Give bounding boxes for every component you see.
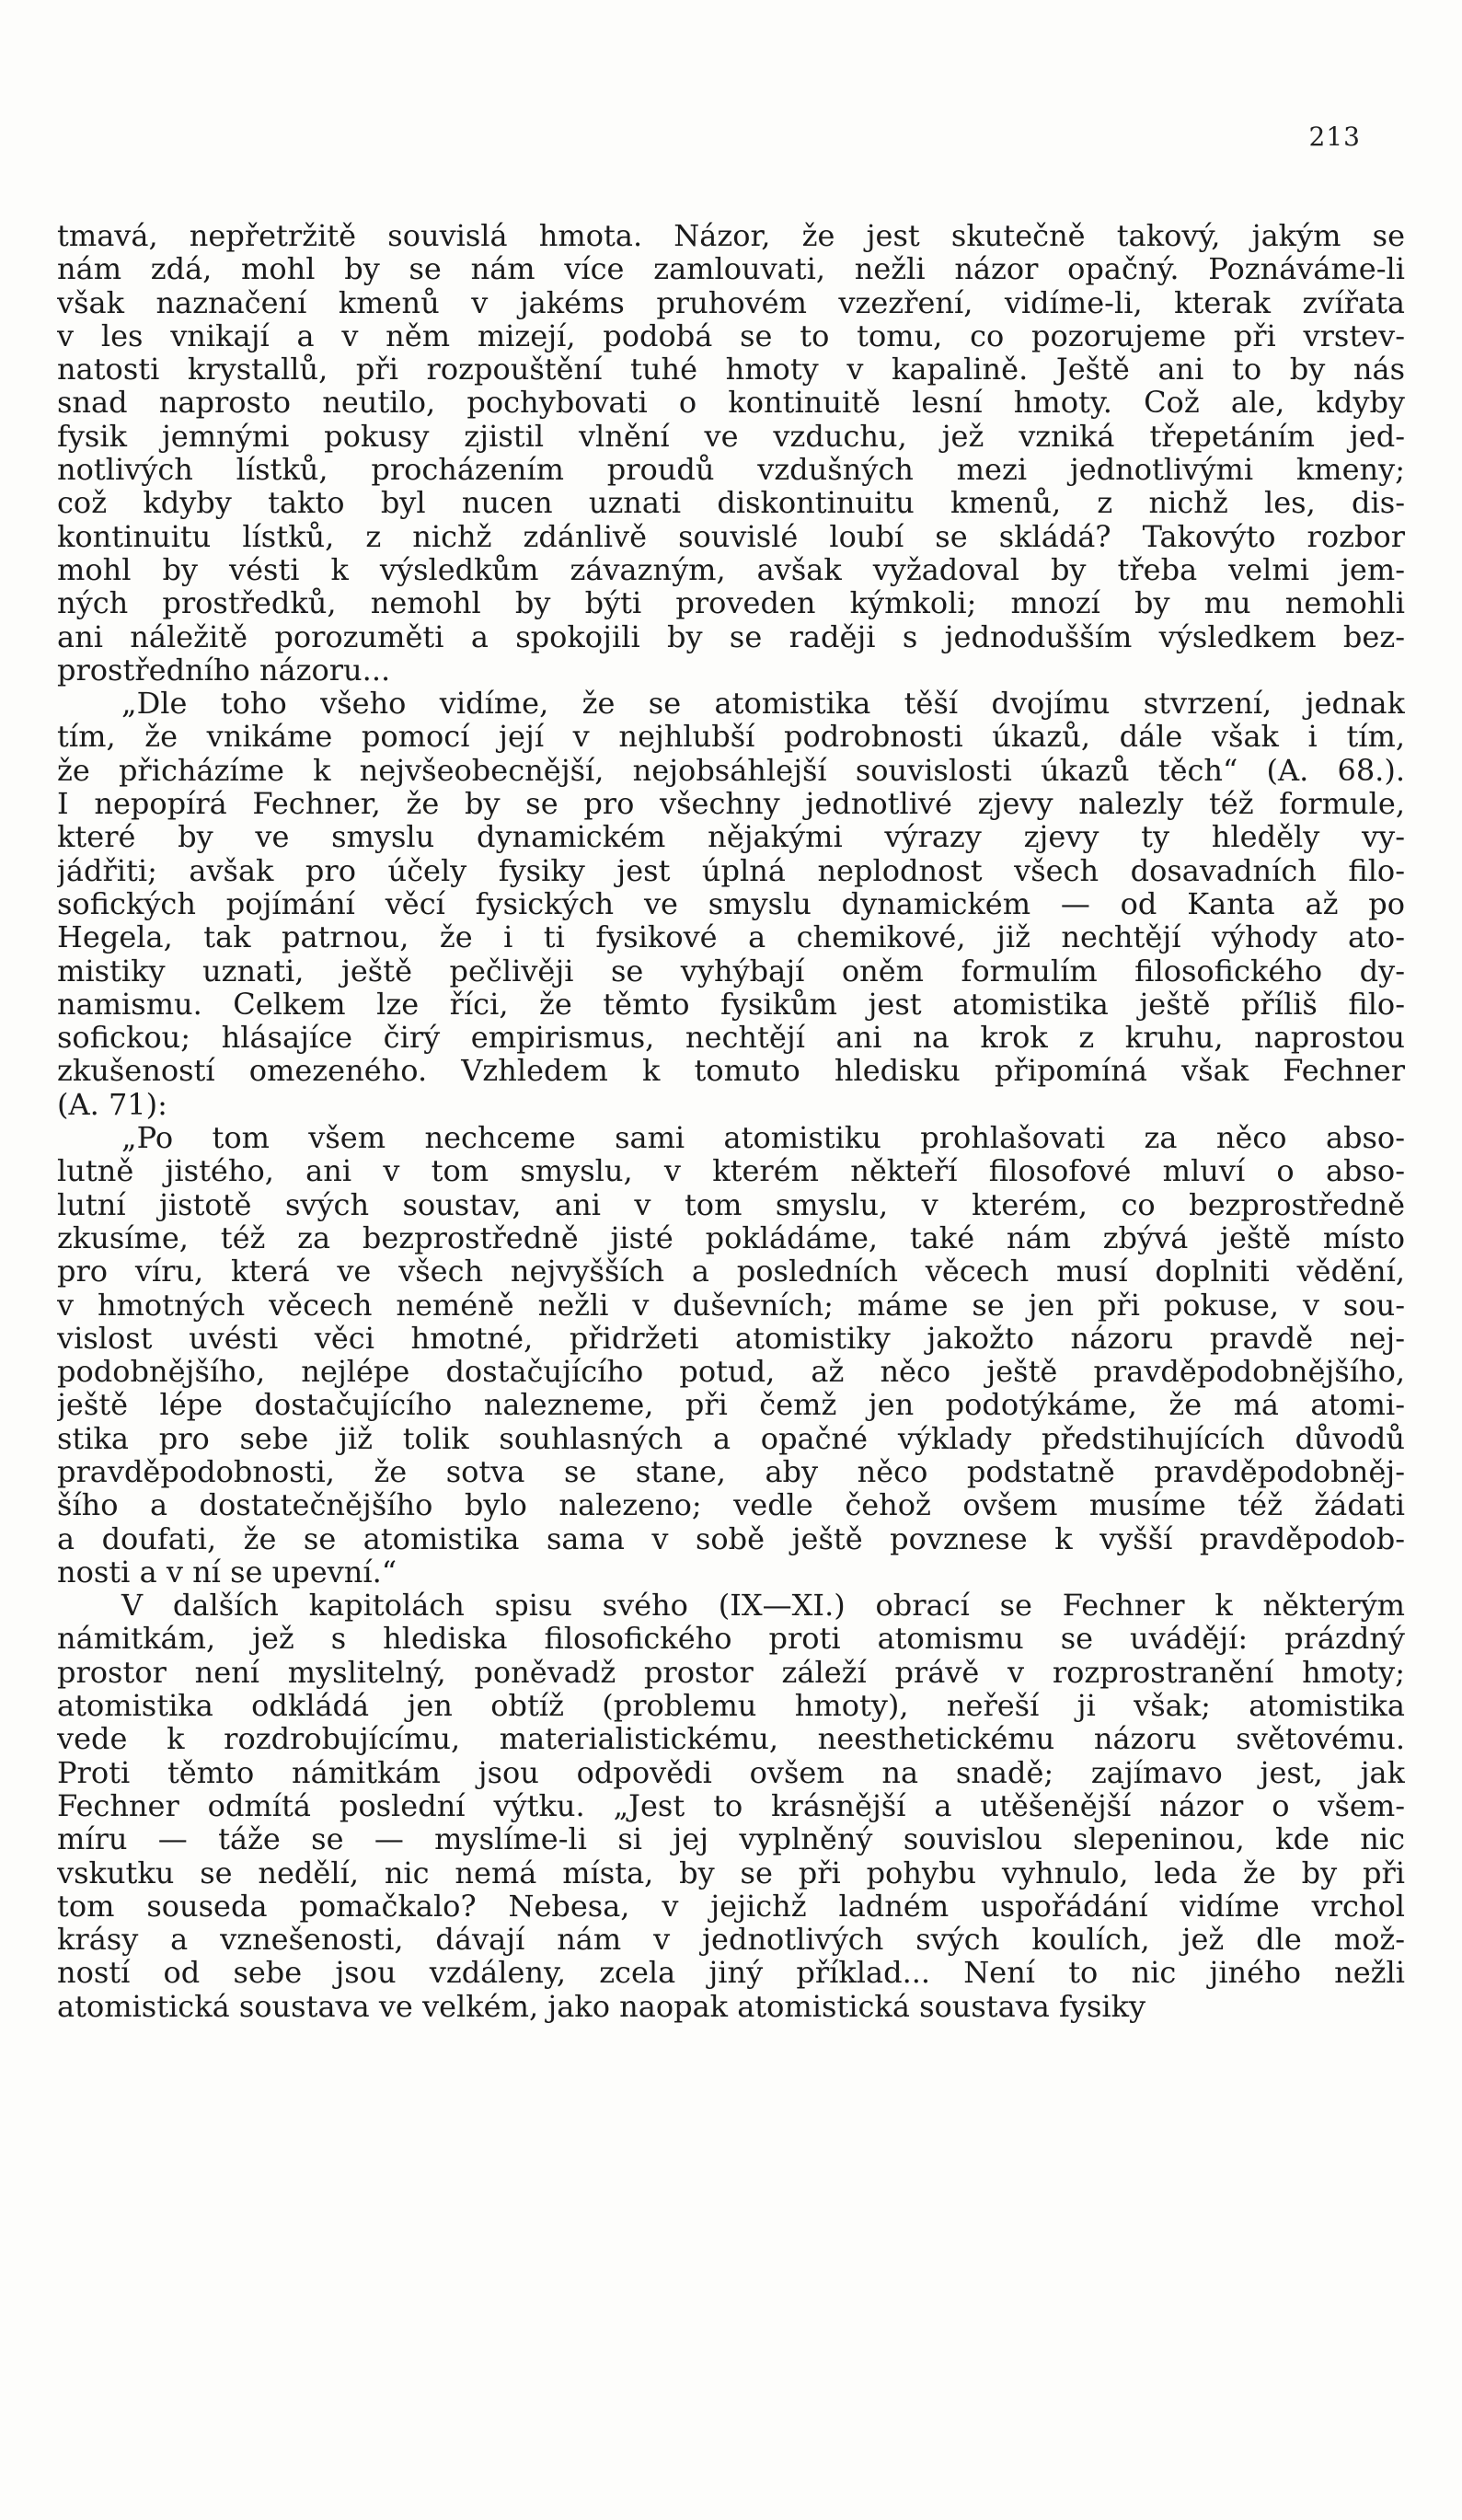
- text-line: vislost uvésti věci hmotné, přidržeti atomistiky jakožto názoru pravdě nej-: [57, 1321, 1405, 1356]
- text-line: atomistika odkládá jen obtíž (problemu hmoty), neřeší ji však; atomistika: [57, 1689, 1405, 1723]
- text-line: však naznačení kmenů v jakéms pruhovém vzezření, vidíme-li, kterak zvířata: [57, 285, 1405, 319]
- text-line: které by ve smyslu dynamickém nějakými výrazy zjevy ty hleděly vy-: [57, 820, 1405, 854]
- text-line: zkusíme, též za bezprostředně jisté pokládáme, také nám zbývá ještě místo: [57, 1220, 1405, 1255]
- text-line: námitkám, jež s hlediska filosofického proti atomismu se uvádějí: prázdný: [57, 1622, 1405, 1656]
- text-line: lutní jistotě svých soustav, ani v tom smyslu, v kterém, co bezprostředně: [57, 1187, 1405, 1221]
- text-line: vskutku se nedělí, nic nemá místa, by se při pohybu vyhnulo, leda že by při: [57, 1855, 1405, 1890]
- text-line: ještě lépe dostačujícího nalezneme, při čemž jen podotýkáme, že má atomi-: [57, 1388, 1405, 1422]
- text-line: mistiky uznati, ještě pečlivěji se vyhýbají oněm formulím filosofického dy-: [57, 954, 1405, 988]
- text-line: lutně jistého, ani v tom smyslu, v kterém někteří filosofové mluví o abso-: [57, 1154, 1405, 1188]
- text-line: ností od sebe jsou vzdáleny, zcela jiný příklad... Není to nic jiného nežli: [57, 1956, 1405, 1990]
- text-line: Fechner odmítá poslední výtku. „Jest to krásnější a utěšenější názor o všem-: [57, 1788, 1405, 1823]
- text-line: že přicházíme k nejvšeobecnější, nejobsáhlejší souvislosti úkazů těch“ (A. 68.).: [57, 753, 1405, 788]
- text-line: ných prostředků, nemohl by býti proveden kýmkoli; mnozí by mu nemohli: [57, 586, 1405, 620]
- text-line: „Dle toho všeho vidíme, že se atomistika těší dvojímu stvrzení, jednak: [121, 687, 1405, 721]
- text-line: pro víru, která ve všech nejvyšších a posledních věcech musí doplniti vědění,: [57, 1254, 1405, 1289]
- text-line: tmavá, nepřetržitě souvislá hmota. Názor, že jest skutečně takový, jakým se: [57, 219, 1405, 253]
- text-line: v les vnikají a v něm mizejí, podobá se to tomu, co pozorujeme při vrstev-: [57, 318, 1405, 353]
- text-line: snad naprosto neutilo, pochybovati o kontinuitě lesní hmoty. Což ale, kdyby: [57, 386, 1405, 420]
- text-line: podobnějšího, nejlépe dostačujícího potud, až něco ještě pravděpodobnějšího,: [57, 1355, 1405, 1389]
- text-line: a doufati, že se atomistika sama v sobě ještě povznese k vyšší pravděpodob-: [57, 1521, 1405, 1555]
- text-line: šího a dostatečnějšího bylo nalezeno; vedle čehož ovšem musíme též žádati: [57, 1488, 1405, 1522]
- text-line: ani náležitě porozuměti a spokojili by se raději s jednodušším výsledkem bez-: [57, 619, 1405, 653]
- text-line: V dalších kapitolách spisu svého (IX—XI.) obrací se Fechner k některým: [121, 1589, 1405, 1623]
- body-text: [57, 219, 1405, 2023]
- text-line: pravděpodobnosti, že sotva se stane, aby něco podstatně pravděpodobněj-: [57, 1454, 1405, 1489]
- text-line: kontinuitu lístků, z nichž zdánlivě souvislé loubí se skládá? Takovýto rozbor: [57, 519, 1405, 553]
- text-line: fysik jemnými pokusy zjistil vlnění ve vzduchu, jež vzniká třepetáním jed-: [57, 419, 1405, 454]
- text-line: sofických pojímání věcí fysických ve smyslu dynamickém — od Kanta až po: [57, 886, 1405, 921]
- text-line: což kdyby takto byl nucen uznati diskontinuitu kmenů, z nichž les, dis-: [57, 486, 1405, 520]
- text-line: v hmotných věcech neméně nežli v duševních; máme se jen při pokuse, v sou-: [57, 1288, 1405, 1322]
- text-line: nosti a v ní se upevní.“: [57, 1555, 397, 1589]
- text-line: tom souseda pomačkalo? Nebesa, v jejichž ladném uspořádání vidíme vrchol: [57, 1889, 1405, 1924]
- text-line: prostor není myslitelný, poněvadž prostor záleží právě v rozprostranění hmoty;: [57, 1655, 1405, 1690]
- text-line: Hegela, tak patrnou, že i ti fysikové a chemikové, již nechtějí výhody ato-: [57, 920, 1405, 954]
- text-line: jádřiti; avšak pro účely fysiky jest úplná neplodnost všech dosavadních filo-: [57, 853, 1405, 887]
- text-line: vede k rozdrobujícímu, materialistickému, neesthetickému názoru světovému.: [57, 1722, 1405, 1756]
- text-line: prostředního názoru...: [57, 653, 391, 688]
- text-line: stika pro sebe již tolik souhlasných a opačné výklady předstihujících důvodů: [57, 1421, 1405, 1455]
- text-line: „Po tom všem nechceme sami atomistiku prohlašovati za něco abso-: [121, 1121, 1405, 1155]
- text-line: (A. 71):: [57, 1087, 167, 1122]
- text-line: atomistická soustava ve velkém, jako naopak atomistická soustava fysiky: [57, 1989, 1146, 2024]
- text-line: I nepopírá Fechner, že by se pro všechny jednotlivé zjevy nalezly též formule,: [57, 787, 1405, 821]
- text-line: nám zdá, mohl by se nám více zamlouvati, nežli názor opačný. Poznáváme-li: [57, 252, 1405, 286]
- text-line: krásy a vznešenosti, dávají nám v jednotlivých svých koulích, jež dle mož-: [57, 1923, 1405, 1957]
- page-number: 213: [1308, 121, 1361, 152]
- text-line: natosti krystallů, při rozpouštění tuhé hmoty v kapalině. Ještě ani to by nás: [57, 353, 1405, 387]
- text-line: namismu. Celkem lze říci, že těmto fysikům jest atomistika ještě příliš filo-: [57, 987, 1405, 1022]
- text-line: zkušeností omezeného. Vzhledem k tomuto hledisku připomíná však Fechner: [57, 1054, 1405, 1088]
- text-line: Proti těmto námitkám jsou odpovědi ovšem na snadě; zajímavo jest, jak: [57, 1755, 1405, 1789]
- text-line: sofickou; hlásajíce čirý empirismus, nechtějí ani na krok z kruhu, naprostou: [57, 1021, 1405, 1055]
- text-line: notlivých lístků, procházením proudů vzdušných mezi jednotlivými kmeny;: [57, 453, 1405, 487]
- text-line: míru — táže se — myslíme-li si jej vyplněný souvislou slepeninou, kde nic: [57, 1822, 1405, 1856]
- text-line: tím, že vnikáme pomocí její v nejhlubší podrobnosti úkazů, dále však i tím,: [57, 720, 1405, 754]
- text-line: mohl by vésti k výsledkům závazným, avšak vyžadoval by třeba velmi jem-: [57, 552, 1405, 587]
